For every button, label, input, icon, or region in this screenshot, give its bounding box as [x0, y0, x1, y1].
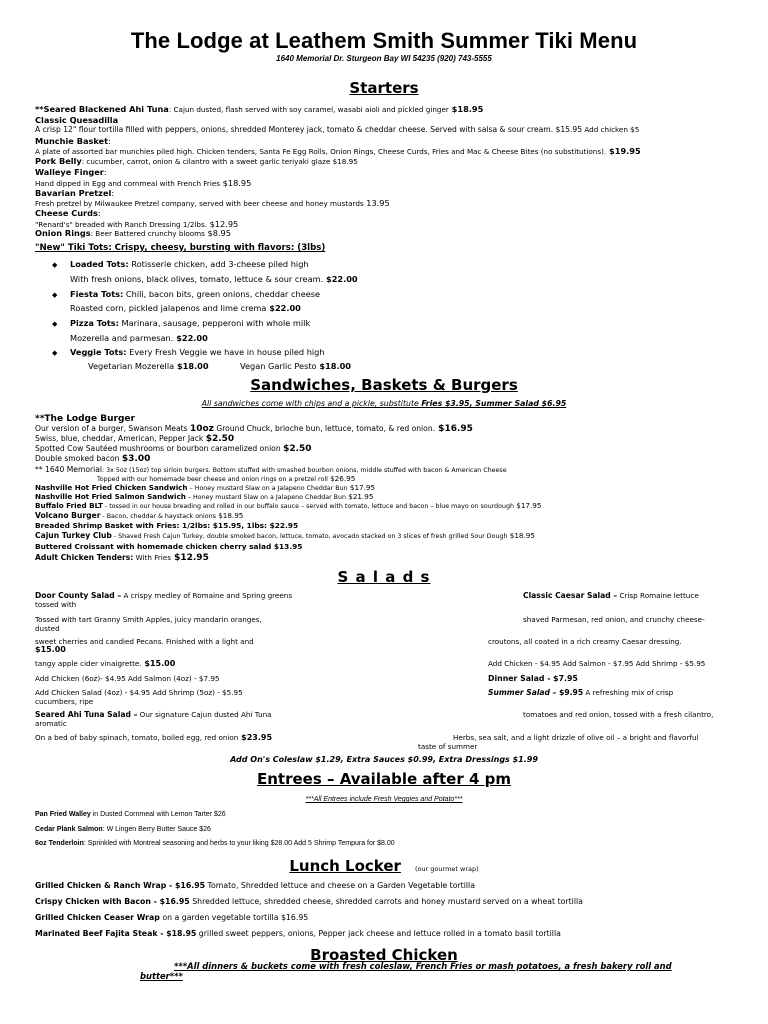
item-veggie-tots-pesto: Vegan Garlic Pesto $18.00: [240, 361, 352, 371]
door-county-line-3: sweet cherries and candied Pecans. Finished with a light and: [35, 637, 254, 646]
item-burger-bacon: Double smoked bacon $3.00: [35, 454, 151, 464]
summer-salad-line-2: tomatoes and red onion, tossed with a fresh cilantro,: [523, 710, 714, 719]
item-curds-name: Cheese Curds:: [35, 208, 101, 218]
ahi-salad-line-2: On a bed of baby spinach, tomato, boiled egg, red onion $23.95: [35, 733, 273, 742]
broasted-sub-2: butter***: [140, 971, 183, 981]
door-county-line-4: tangy apple cider vinaigrette. $15.00: [35, 659, 176, 668]
bullet-icon: ◆: [52, 291, 58, 299]
broasted-sub-1: ***All dinners & buckets come with fresh coleslaw, French Fries or mash potatoes, a fresh bakery roll and: [174, 961, 672, 971]
item-memorial-desc: Topped with our homemade beer cheese and onion rings on a pretzel roll $26.95: [97, 474, 356, 483]
item-wrap-fajita: Marinated Beef Fajita Steak - $18.95 grilled sweet peppers, onions, Pepper jack cheese and lettuce rolled in a tomato basil tortilla: [35, 929, 561, 938]
item-wrap-ranch: Grilled Chicken & Ranch Wrap - $16.95 Tomato, Shredded lettuce and cheese on a Garden Vegetable tortilla: [35, 881, 476, 890]
salads-heading: S a l a d s: [337, 568, 431, 586]
item-pretzel-name: Bavarian Pretzel:: [35, 188, 115, 198]
item-pizza-tots-desc: Mozerella and parmesan. $22.00: [70, 333, 208, 343]
item-quesadilla-name: Classic Quesadilla: [35, 115, 119, 125]
item-pork-belly: Pork Belly: cucumber, carrot, onion & cilantro with a sweet garlic teriyaki glaze $18.95: [35, 156, 358, 166]
address-line: 1640 Memorial Dr. Sturgeon Bay WI 54235 (920) 743-5555: [276, 54, 492, 63]
tiki-tots-heading: "New" Tiki Tots: Crispy, cheesy, bursting with flavors: (3lbs): [35, 243, 326, 253]
summer-salad-line-4: taste of summer: [418, 742, 478, 751]
item-munchie-name: Munchie Basket:: [35, 136, 111, 146]
bullet-icon: ◆: [52, 261, 58, 269]
item-lodge-burger: **The Lodge Burger: [35, 414, 135, 424]
sandwiches-subheading: All sandwiches come with chips and a pickle, substitute Fries $3.95, Summer Salad $6.95: [201, 399, 567, 408]
starters-heading: Starters: [349, 79, 419, 97]
lunch-locker-heading-row: [0, 857, 768, 875]
item-wrap-bacon: Crispy Chicken with Bacon - $16.95 Shredded lettuce, shredded cheese, shredded carrots and honey mustard served on a wheat tortilla: [35, 897, 583, 906]
item-curds-desc: "Renard's" breaded with Ranch Dressing 1/2lbs. $12.95: [35, 219, 239, 229]
page-title: The Lodge at Leathem Smith Summer Tiki Menu: [130, 28, 638, 53]
item-volcano-burger: Volcano Burger - Bacon, cheddar & haystack onions $18.95: [35, 511, 244, 520]
item-munchie-desc: A plate of assorted bar munchies piled high. Chicken tenders, Santa Fe Egg Rolls, Onion Rings, Cheese Curds, Fries and Mac & Cheese Bites (no substitutions). $19.95: [35, 146, 641, 156]
item-shrimp-basket: Breaded Shrimp Basket with Fries: 1/2lbs: $15.95, 1lbs: $22.95: [35, 521, 299, 530]
item-loaded-tots-desc: With fresh onions, black olives, tomato, lettuce & sour cream. $22.00: [70, 274, 358, 284]
caesar-add: Add Chicken - $4.95 Add Salmon - $7.95 Add Shrimp - $5.95: [488, 659, 706, 668]
entrees-subheading: ***All Entrees include Fresh Veggies and Potato***: [305, 796, 463, 803]
item-veggie-tots-mozerella: Vegetarian Mozerella $18.00: [88, 361, 209, 371]
door-county-line-2: Tossed with tart Granny Smith Apples, juicy mandarin oranges,: [35, 615, 262, 624]
sandwiches-heading: Sandwiches, Baskets & Burgers: [250, 376, 518, 394]
door-county-wrap-4: cucumbers, ripe: [35, 697, 94, 706]
item-nashville-salmon: Nashville Hot Fried Salmon Sandwich – Honey mustard Slaw on a Jalapeno Cheddar Bun $21.95: [35, 492, 374, 501]
item-dinner-salad: Dinner Salad - $7.95: [488, 674, 578, 683]
bullet-icon: ◆: [52, 349, 58, 357]
salads-addons: Add On's Coleslaw $1.29, Extra Sauces $0.99, Extra Dressings $1.99: [230, 755, 538, 764]
door-county-wrap-2: dusted: [35, 624, 60, 633]
item-walleye-name: Walleye Finger:: [35, 167, 107, 177]
item-pan-fried-walley: Pan Fried Walley in Dusted Cornmeal with Lemon Tarter $26: [35, 811, 226, 818]
item-caesar-salad: Classic Caesar Salad – Crisp Romaine lettuce: [523, 591, 699, 600]
item-door-county-salad: Door County Salad – A crispy medley of Romaine and Spring greens: [35, 591, 293, 600]
caesar-line-2: shaved Parmesan, red onion, and crunchy cheese-: [523, 615, 705, 624]
item-buffalo-blt: Buffalo Fried BLT - tossed in our house breading and rolled in our buffalo sauce – served with tomato, lettuce and bacon – blue mayo on sourdough $17.95: [35, 501, 542, 510]
item-summer-salad: Summer Salad – $9.95 A refreshing mix of crisp: [488, 688, 674, 697]
caesar-line-3: croutons, all coated in a rich creamy Caesar dressing.: [488, 637, 682, 646]
item-onion-rings: Onion Rings: Beer Battered crunchy blooms $8.95: [35, 228, 231, 238]
item-fiesta-tots-desc: Roasted corn, pickled jalapenos and lime crema $22.00: [70, 303, 301, 313]
item-memorial: ** 1640 Memorial: 3x 5oz (15oz) top sirloin burgers. Bottom stuffed with smashed bourbon onions, middle stuffed with bacon & American Cheese: [35, 465, 507, 474]
item-burger-cheese: Swiss, blue, cheddar, American, Pepper Jack $2.50: [35, 434, 235, 444]
door-county-add-1: Add Chicken (6oz)- $4.95 Add Salmon (4oz) - $7.95: [35, 674, 220, 683]
item-nashville-chicken: Nashville Hot Fried Chicken Sandwich – Honey mustard Slaw on a Jalapeno Cheddar Bun $17.95: [35, 483, 376, 492]
item-burger-mushrooms: Spotted Cow Sautéed mushrooms or bourbon caramelized onion $2.50: [35, 444, 312, 454]
item-quesadilla-desc: A crisp 12" flour tortilla filled with peppers, onions, shredded Monterey jack, tomato & cheddar cheese. Served with salsa & sour cream. $15.95 Add chicken $5: [35, 125, 640, 134]
item-lodge-burger-desc: Our version of a burger, Swanson Meats 10oz Ground Chuck, brioche bun, lettuce, tomato, & red onion. $16.95: [35, 424, 473, 434]
item-veggie-tots: Veggie Tots: Every Fresh Veggie we have in house piled high: [70, 347, 325, 357]
item-fiesta-tots: Fiesta Tots: Chili, bacon bits, green onions, cheddar cheese: [70, 289, 321, 299]
item-pretzel-desc: Fresh pretzel by Milwaukee Pretzel company, served with beer cheese and honey mustards 13.95: [35, 198, 390, 208]
door-county-wrap-1: tossed with: [35, 600, 77, 609]
item-pizza-tots: Pizza Tots: Marinara, sausage, pepperoni with whole milk: [70, 318, 311, 328]
item-loaded-tots: Loaded Tots: Rotisserie chicken, add 3-cheese piled high: [70, 259, 309, 269]
item-croissant: Buttered Croissant with homemade chicken cherry salad $13.95: [35, 542, 303, 551]
item-ahi-salad: Seared Ahi Tuna Salad – Our signature Cajun dusted Ahi Tuna: [35, 710, 272, 719]
item-cedar-plank-salmon: Cedar Plank Salmon: W Lingen Berry Butter Sauce $26: [35, 826, 211, 833]
door-county-wrap-3: $15.00: [35, 645, 66, 654]
lunch-locker-heading: Lunch Locker: [289, 857, 401, 875]
door-county-add-2: Add Chicken Salad (4oz) - $4.95 Add Shrimp (5oz) - $5.95: [35, 688, 243, 697]
item-wrap-caesar: Grilled Chicken Ceaser Wrap on a garden vegetable tortilla $16.95: [35, 913, 309, 922]
item-walleye-desc: Hand dipped in Egg and cornmeal with French Fries $18.95: [35, 178, 252, 188]
summer-salad-line-3: Herbs, sea salt, and a light drizzle of olive oil – a bright and flavorful: [453, 733, 699, 742]
item-tenderloin: 6oz Tenderloin: Sprinkled with Montreal seasoning and herbs to your liking $28.00 Add 5 Shrimp Tempura for $8.00: [35, 840, 395, 847]
item-cajun-turkey: Cajun Turkey Club - Shaved Fresh Cajun Turkey, double smoked bacon, lettuce, tomato, avocado stacked on 3 slices of fresh grilled Sour Dough $18.95: [35, 531, 535, 540]
item-chicken-tenders: Adult Chicken Tenders: With Fries $12.95: [35, 553, 209, 563]
entrees-heading: Entrees – Available after 4 pm: [256, 770, 511, 788]
lunch-locker-sub: (our gourmet wrap): [414, 865, 479, 873]
ahi-salad-wrap: aromatic: [35, 719, 67, 728]
broasted-heading: Broasted Chicken: [310, 946, 458, 964]
item-ahi-tuna: **Seared Blackened Ahi Tuna: Cajun dusted, flash served with soy caramel, wasabi aioli and pickled ginger $18.95: [35, 104, 484, 114]
bullet-icon: ◆: [52, 320, 58, 328]
